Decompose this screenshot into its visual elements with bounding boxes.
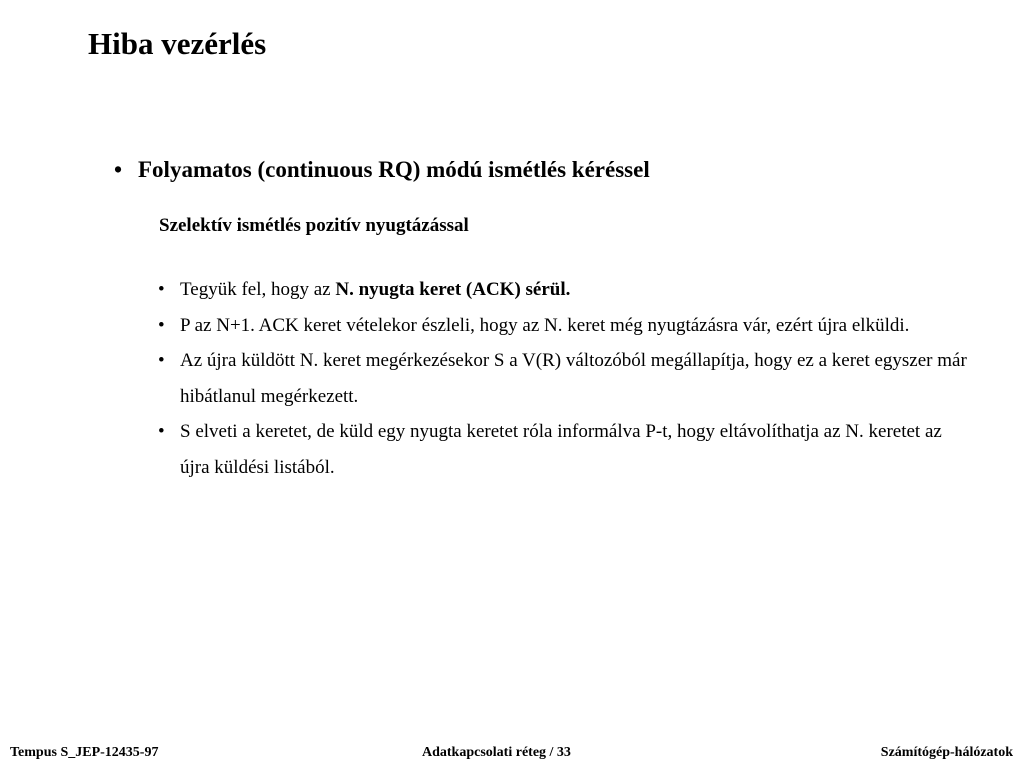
main-bullet-text: Folyamatos (continuous RQ) módú ismétlés kéréssel — [138, 157, 650, 182]
bullet-marker: • — [114, 157, 123, 182]
list-item-text: S elveti a keretet, de küld egy nyugta keretet róla informálva P-t, hogy eltávolíthatja az N. keretet az újra küldési listából. — [180, 421, 942, 478]
slide-title: Hiba vezérlés — [88, 26, 267, 61]
list-item-text: Tegyük fel, hogy az — [180, 279, 336, 300]
bullet-marker: • — [158, 279, 165, 300]
footer-page-info: Adatkapcsolati réteg / 33 — [422, 745, 571, 760]
list-item-emphasis: N. nyugta keret (ACK) sérül. — [335, 279, 571, 300]
bullet-marker: • — [158, 314, 165, 336]
list-item — [158, 308, 968, 344]
list-item — [158, 343, 968, 414]
bullet-list — [158, 272, 968, 485]
list-item — [158, 272, 968, 308]
footer-course: Számítógép-hálózatok — [880, 745, 1013, 760]
bullet-marker: • — [158, 350, 165, 371]
list-item — [158, 414, 968, 485]
main-bullet — [114, 153, 650, 187]
subheading: Szelektív ismétlés pozitív nyugtázással — [159, 215, 469, 236]
list-item-text: Az újra küldött N. keret megérkezésekor S a V(R) változóból megállapítja, hogy ez a keret egyszer már hibátlanul megérkezett. — [180, 350, 967, 407]
footer-project: Tempus S_JEP-12435-97 — [10, 745, 159, 760]
bullet-marker: • — [158, 421, 165, 442]
list-item-text: P az N+1. ACK keret vételekor észleli, hogy az N. keret még nyugtázásra vár, ezért újra elküldi. — [180, 314, 910, 336]
